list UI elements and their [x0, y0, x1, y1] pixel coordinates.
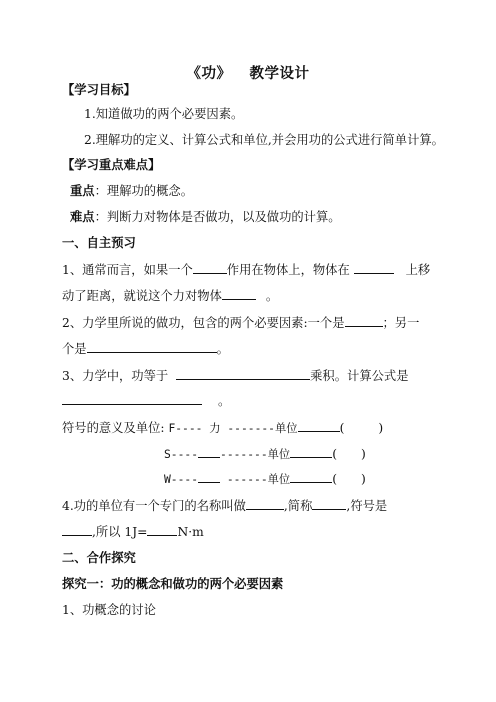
symbol-s-blank-2[interactable]	[290, 445, 332, 458]
q2-text-d: 。	[216, 342, 229, 356]
symbol-line-w	[164, 470, 366, 488]
symbol-s-close: )	[361, 447, 366, 461]
question-2-line1	[62, 314, 419, 331]
q2-text-a: 2、力学里所说的做功，包含的两个必要因素:一个是	[62, 316, 345, 330]
q4-blank-3[interactable]	[62, 523, 92, 536]
q3-blank-2[interactable]	[62, 392, 202, 405]
symbol-f-text: F---- 力 -------单位	[168, 422, 298, 435]
question-3-line1	[62, 367, 409, 384]
question-3-line2	[62, 392, 230, 409]
symbol-s-blank-1[interactable]	[198, 445, 220, 458]
q1-text-e: 。	[265, 289, 279, 303]
question-1-line1	[62, 261, 430, 278]
symbol-f-close: )	[378, 421, 384, 435]
q1-blank-3[interactable]	[222, 287, 256, 300]
focus-line	[70, 183, 193, 199]
keypoints-heading: 【学习重点难点】	[62, 158, 161, 172]
q3-text-b: 乘积。计算公式是	[310, 369, 409, 383]
section2-heading: 二、合作探究	[62, 551, 136, 565]
goals-heading: 【学习目标】	[62, 83, 136, 97]
explore-1-item-1: 1、功概念的讨论	[62, 603, 156, 617]
symbol-s-text-b: -------单位	[220, 448, 291, 461]
q2-blank-2[interactable]	[87, 340, 217, 353]
q1-text-d: 动了距离，就说这个力对物体	[62, 289, 222, 303]
question-2-line2	[62, 340, 229, 357]
symbol-line-f	[62, 419, 383, 437]
explore-1-heading: 探究一：功的概念和做功的两个必要因素	[62, 577, 284, 591]
symbol-w-text-b: ------单位	[220, 473, 291, 486]
q4-blank-4[interactable]	[147, 523, 177, 536]
q4-text-e: N·m	[177, 525, 204, 539]
q3-blank-1[interactable]	[176, 367, 310, 380]
symbol-w-close: )	[361, 472, 366, 486]
symbol-w-blank-1[interactable]	[198, 470, 220, 483]
title-part2: 教学设计	[249, 66, 310, 82]
focus-text: ：理解功的概念。	[94, 184, 193, 198]
q1-text-a: 1、通常而言，如果一个	[62, 263, 193, 277]
q1-text-c: 上移	[405, 263, 431, 277]
q1-blank-2[interactable]	[354, 261, 394, 274]
q2-blank-1[interactable]	[345, 314, 383, 327]
q4-text-c: ,符号是	[346, 499, 388, 513]
question-4-line1	[62, 497, 387, 514]
q3-text-c: 。	[218, 394, 231, 408]
symbol-w-blank-2[interactable]	[290, 470, 332, 483]
symbol-lead: 符号的意义及单位:	[62, 421, 165, 435]
difficulty-label: 难点	[70, 210, 95, 224]
q1-blank-1[interactable]	[193, 261, 227, 274]
question-4-line2	[62, 523, 204, 540]
symbol-f-blank[interactable]	[298, 419, 340, 432]
q1-text-b: 作用在物体上，物体在	[226, 263, 350, 277]
goal-item-1: 1.知道做功的两个必要因素。	[84, 107, 244, 121]
symbol-s-text-a: S----	[164, 448, 199, 461]
focus-label: 重点	[70, 184, 95, 198]
page-title	[0, 62, 496, 83]
q3-text-a: 3、力学中，功等于	[62, 369, 169, 383]
q4-text-d: ,所以 1J=	[92, 525, 148, 539]
symbol-f-open: (	[339, 421, 345, 435]
q2-text-b: ；另一	[382, 316, 420, 330]
q4-text-b: ,简称	[283, 499, 313, 513]
title-part1: 《功》	[186, 66, 232, 82]
q4-text-a: 4.功的单位有一个专门的名称叫做	[62, 499, 246, 513]
goal-item-2: 2.理解功的定义、计算公式和单位,并会用功的公式进行简单计算。	[84, 133, 444, 147]
difficulty-line	[70, 209, 341, 225]
symbol-line-s	[164, 445, 366, 463]
q4-blank-1[interactable]	[246, 497, 284, 510]
q4-blank-2[interactable]	[312, 497, 346, 510]
q2-text-c: 个是	[62, 342, 87, 356]
section1-heading: 一、自主预习	[62, 236, 136, 250]
symbol-w-open: (	[332, 472, 338, 486]
symbol-s-open: (	[332, 447, 338, 461]
symbol-w-text-a: W----	[164, 473, 199, 486]
difficulty-text: ：判断力对物体是否做功，以及做功的计算。	[94, 210, 341, 224]
question-1-line2	[62, 287, 278, 304]
